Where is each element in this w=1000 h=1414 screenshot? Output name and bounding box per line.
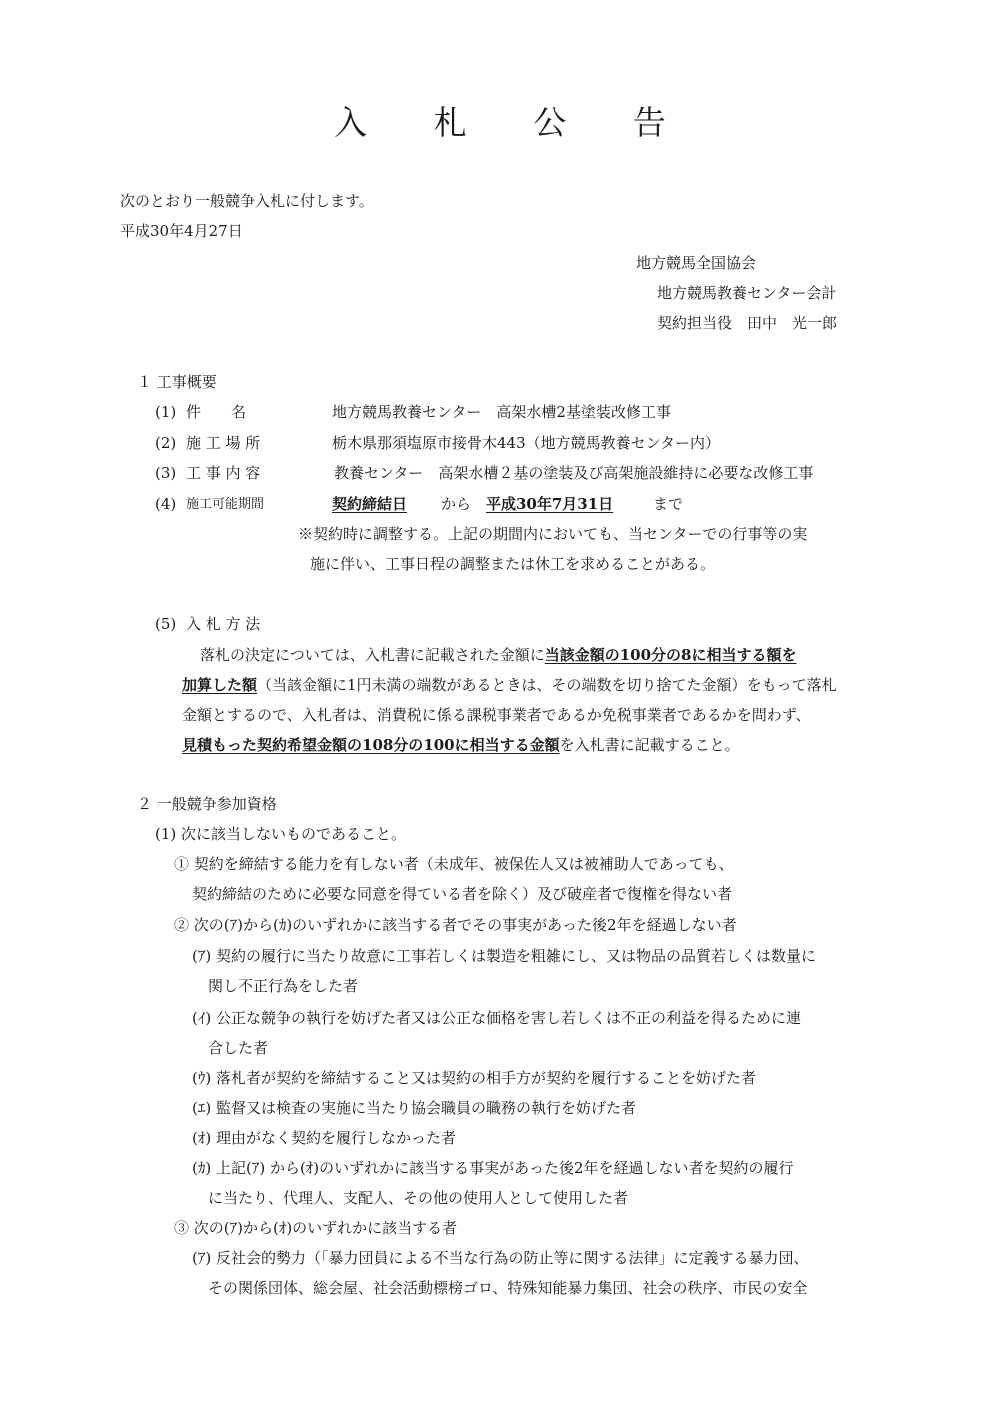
item5-num: (5) xyxy=(155,615,177,633)
clause-3a-line-1: (ｱ) 反社会的勢力（「暴力団員による不当な行為の防止等に関する法律」に定義する暴力団、 xyxy=(192,1249,809,1267)
bidding-line-4 xyxy=(182,738,740,753)
page-title: 入 札 公 告 xyxy=(334,103,694,142)
item3-num: (3) xyxy=(155,464,177,482)
clause-2i-line-2: 合した者 xyxy=(208,1039,269,1057)
clause-1-line-1: ① 契約を締結する能力を有しない者（未成年、被保佐人又は被補助人であっても、 xyxy=(174,855,734,873)
item4-label: 施工可能期間 xyxy=(186,497,265,512)
clause-2: ② 次の(ｱ)から(ｶ)のいずれかに該当する者でその事実があった後2年を経過しない者 xyxy=(174,916,737,934)
item2-value: 栃木県那須塩原市接骨木443（地方競馬教養センター内） xyxy=(332,434,721,452)
issuer-dept: 地方競馬教養センター会計 xyxy=(657,284,837,302)
item2-label: 施 工 場 所 xyxy=(186,434,261,452)
period-note-1: ※契約時に調整する。上記の期間内においても、当センターでの行事等の実 xyxy=(298,525,808,543)
issuer-org: 地方競馬全国協会 xyxy=(636,254,757,272)
notice-date: 平成30年4月27日 xyxy=(120,222,243,240)
bidding-line-2 xyxy=(182,678,837,693)
section1-heading: １ 工事概要 xyxy=(137,373,217,391)
bidding-line-1 xyxy=(200,648,796,663)
item1-value: 地方競馬教養センター 高架水槽2基塗装改修工事 xyxy=(332,403,671,421)
period-note-2: 施に伴い、工事日程の調整または休工を求めることがある。 xyxy=(310,555,716,573)
item3-value: 教養センター 高架水槽２基の塗装及び高架施設維持に必要な改修工事 xyxy=(334,464,814,482)
bidding-line-2-text: （当該金額に1円未満の端数があるときは、その端数を切り捨てた金額）をもって落札 xyxy=(257,676,837,694)
bidding-line-2-emphasis: 加算した額 xyxy=(182,676,258,694)
item1-num: (1) xyxy=(155,403,177,421)
bidding-line-4-text: を入札書に記載すること。 xyxy=(559,736,740,754)
period-end: 平成30年7月31日 xyxy=(486,495,614,513)
item1-label: 件 名 xyxy=(186,403,247,421)
clause-2o: (ｵ) 理由がなく契約を履行しなかった者 xyxy=(192,1129,456,1147)
issuer-officer: 契約担当役 田中 光一郎 xyxy=(657,314,838,332)
section2-sub1: (1) 次に該当しないものであること。 xyxy=(155,825,407,843)
bidding-line-3: 金額とするので、入札者は、消費税に係る課税事業者であるか免税事業者であるかを問わず、 xyxy=(182,706,811,724)
clause-3: ③ 次の(ｱ)から(ｵ)のいずれかに該当する者 xyxy=(174,1219,458,1237)
item3-label: 工 事 内 容 xyxy=(186,464,261,482)
clause-2k-line-1: (ｶ) 上記(ｱ) から(ｵ)のいずれかに該当する事実があった後2年を経過しない者を契約の履行 xyxy=(192,1159,794,1177)
period-until: まで xyxy=(653,495,684,513)
clause-2k-line-2: に当たり、代理人、支配人、その他の使用人として使用した者 xyxy=(208,1189,629,1207)
clause-2u: (ｳ) 落札者が契約を締結すること又は契約の相手方が契約を履行することを妨げた者 xyxy=(192,1069,756,1087)
item4-num: (4) xyxy=(155,495,177,513)
clause-2a-line-2: 関し不正行為をした者 xyxy=(208,977,359,995)
clause-2i-line-1: (ｲ) 公正な競争の執行を妨げた者又は公正な価格を害し若しくは不正の利益を得るために連 xyxy=(192,1009,801,1027)
section2-heading: ２ 一般競争参加資格 xyxy=(137,795,277,813)
period-start: 契約締結日 xyxy=(332,495,408,513)
clause-2a-line-1: (ｱ) 契約の履行に当たり故意に工事若しくは製造を粗雑にし、又は物品の品質若しくは数量に xyxy=(192,947,816,965)
clause-2e: (ｴ) 監督又は検査の実施に当たり協会職員の職務の執行を妨げた者 xyxy=(192,1099,636,1117)
bidding-line-1-emphasis: 当該金額の100分の8に相当する額を xyxy=(544,646,797,664)
bidding-line-1-text: 落札の決定については、入札書に記載された金額に xyxy=(200,646,545,664)
intro-text: 次のとおり一般競争入札に付します。 xyxy=(120,192,374,210)
clause-3a-line-2: その関係団体、総会屋、社会活動標榜ゴロ、特殊知能暴力集団、社会の秩序、市民の安全 xyxy=(208,1279,808,1297)
period-from: から xyxy=(441,495,472,513)
item2-num: (2) xyxy=(155,434,177,452)
item5-label: 入 札 方 法 xyxy=(186,615,261,633)
bidding-line-4-emphasis: 見積もった契約希望金額の108分の100に相当する金額 xyxy=(182,736,560,754)
clause-1-line-2: 契約締結のために必要な同意を得ている者を除く）及び破産者で復権を得ない者 xyxy=(192,885,733,903)
